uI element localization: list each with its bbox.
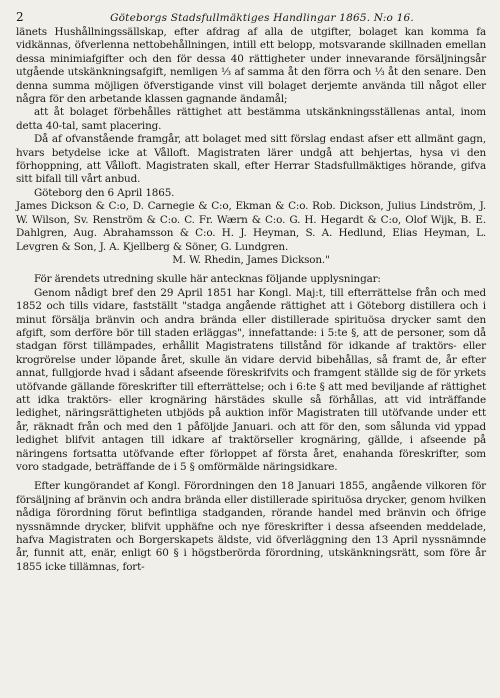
paragraph: Genom nådigt bref den 29 April 1851 har Kongl. Maj:t, till efterrättelse från och med 1852 och tills vidare, fastställt "stadga angående rättighet att i Göteborg distillera och i minut försälja bränvin och andra brända eller distillerade spirituösa drycker samt den afgift, som derföre bör till staden erläggas", innefattande: i 5:te §, att de personer, som då stadgan först tillämpades, erhållit Magistratens tillstånd för idkande af traktörs- eller krogrörelse under löpande året, skulle än vidare dervid bibehållas, så framt de, år efter annat, fullgjorde hvad i sådant afseende föreskrifvits och framgent ställde sig de för yrkets utöfvande gällande föreskrifter till efterrättelse; och i 6:te § att med beviljande af rättighet att idka traktörs- eller krognäring härstädes skulle så förhållas, att vid inträffande ledighet, näringsrättigheten utbjöds på auktion inför Magistraten till utöfvande under ett år, räknadt från och med den 1 påföljde Januari. och att för den, som sålunda vid yppad ledighet blifvit antagen till idkare af traktörseller krognäring, gällde, i afseende på näringens fortsatta utöfvande efter förloppet af första året, enahanda föreskrifter, som voro stadgade, beträffande de i 5 § omförmälde näringsidkare. bbox=[16, 286, 486, 473]
signatory-list-end: M. W. Rhedin, James Dickson." bbox=[172, 253, 330, 266]
running-title: Göteborgs Stadsfullmäktiges Handlingar 1865. N:o 16. bbox=[110, 12, 414, 24]
page-number: 2 bbox=[16, 10, 24, 24]
paragraph: För ärendets utredning skulle här antecknas följande upplysningar: bbox=[34, 273, 381, 286]
page-header bbox=[16, 10, 486, 26]
paragraph: att åt bolaget förbehålles rättighet att bestämma utskänkningsställenas antal, inom detta 40-tal, samt placering. bbox=[16, 106, 486, 132]
signatory-list: James Dickson & C:o, D. Carnegie & C:o, Ekman & C:o. Rob. Dickson, Julius Lindström, J. W. Wilson, Sv. Renström & C:o. C. Fr. Wærn & C:o. G. H. Hegardt & C:o, Olof Wijk, B. E. Dahlgren, Aug. Abrahamsson & C:o. H. J. Heyman, S. A. Hedlund, Elias Heyman, L. Levgren & Son, J. A. Kjellberg & Söner, G. Lundgren. bbox=[16, 200, 486, 253]
paragraph: Då af ofvanstående framgår, att bolaget med sitt förslag endast afser ett allmänt gagn, hvars betydelse icke at Vålloft. Magistraten lärer undgå att behjertas, hysa vi den förhoppning, att Vålloft. Magistraten skall, efter Herrar Stadsfullmäktiges hörande, gifva sitt bifall till vårt anbud. bbox=[16, 133, 486, 186]
signature-date: Göteborg den 6 April 1865. bbox=[34, 186, 175, 199]
paragraph: länets Hushållningssällskap, efter afdrag af alla de utgifter, bolaget kan komma fa vidkännas, öfverlenna nettobehållningen, intill ett belopp, motsvarande skillnaden emellan dessa minimiafgifter och den för dessa 40 rättigheter under innevarande försäljningsår utgående utskänkningsafgift, nemligen ⅓ af samma åt den förra och ⅓ åt den senare. Den denna summa möjligen öfverstigande vinst vill bolaget derjemte använda till något eller några för den arbetande klassen gagnande ändamål; bbox=[16, 26, 486, 106]
paragraph: Efter kungörandet af Kongl. Förordningen den 18 Januari 1855, angående vilkoren för försäljning af bränvin och andra brända eller distillerade spirituösa drycker, genom hvilken nådiga förordning förut befintliga stadganden, rörande handel med bränvin och öfrige nyssnämnde drycker, blifvit upphäfne och nye föreskrifter i dessa afseenden meddelade, hafva Magistraten och Borgerskapets äldste, vid öfverläggning den 13 April nyssnämnde år, funnit att, enär, enligt 60 § i högstberörda förordning, utskänkningsrätt, som före år 1855 icke tillämnas, fort- bbox=[16, 480, 486, 573]
body-text bbox=[16, 26, 486, 574]
